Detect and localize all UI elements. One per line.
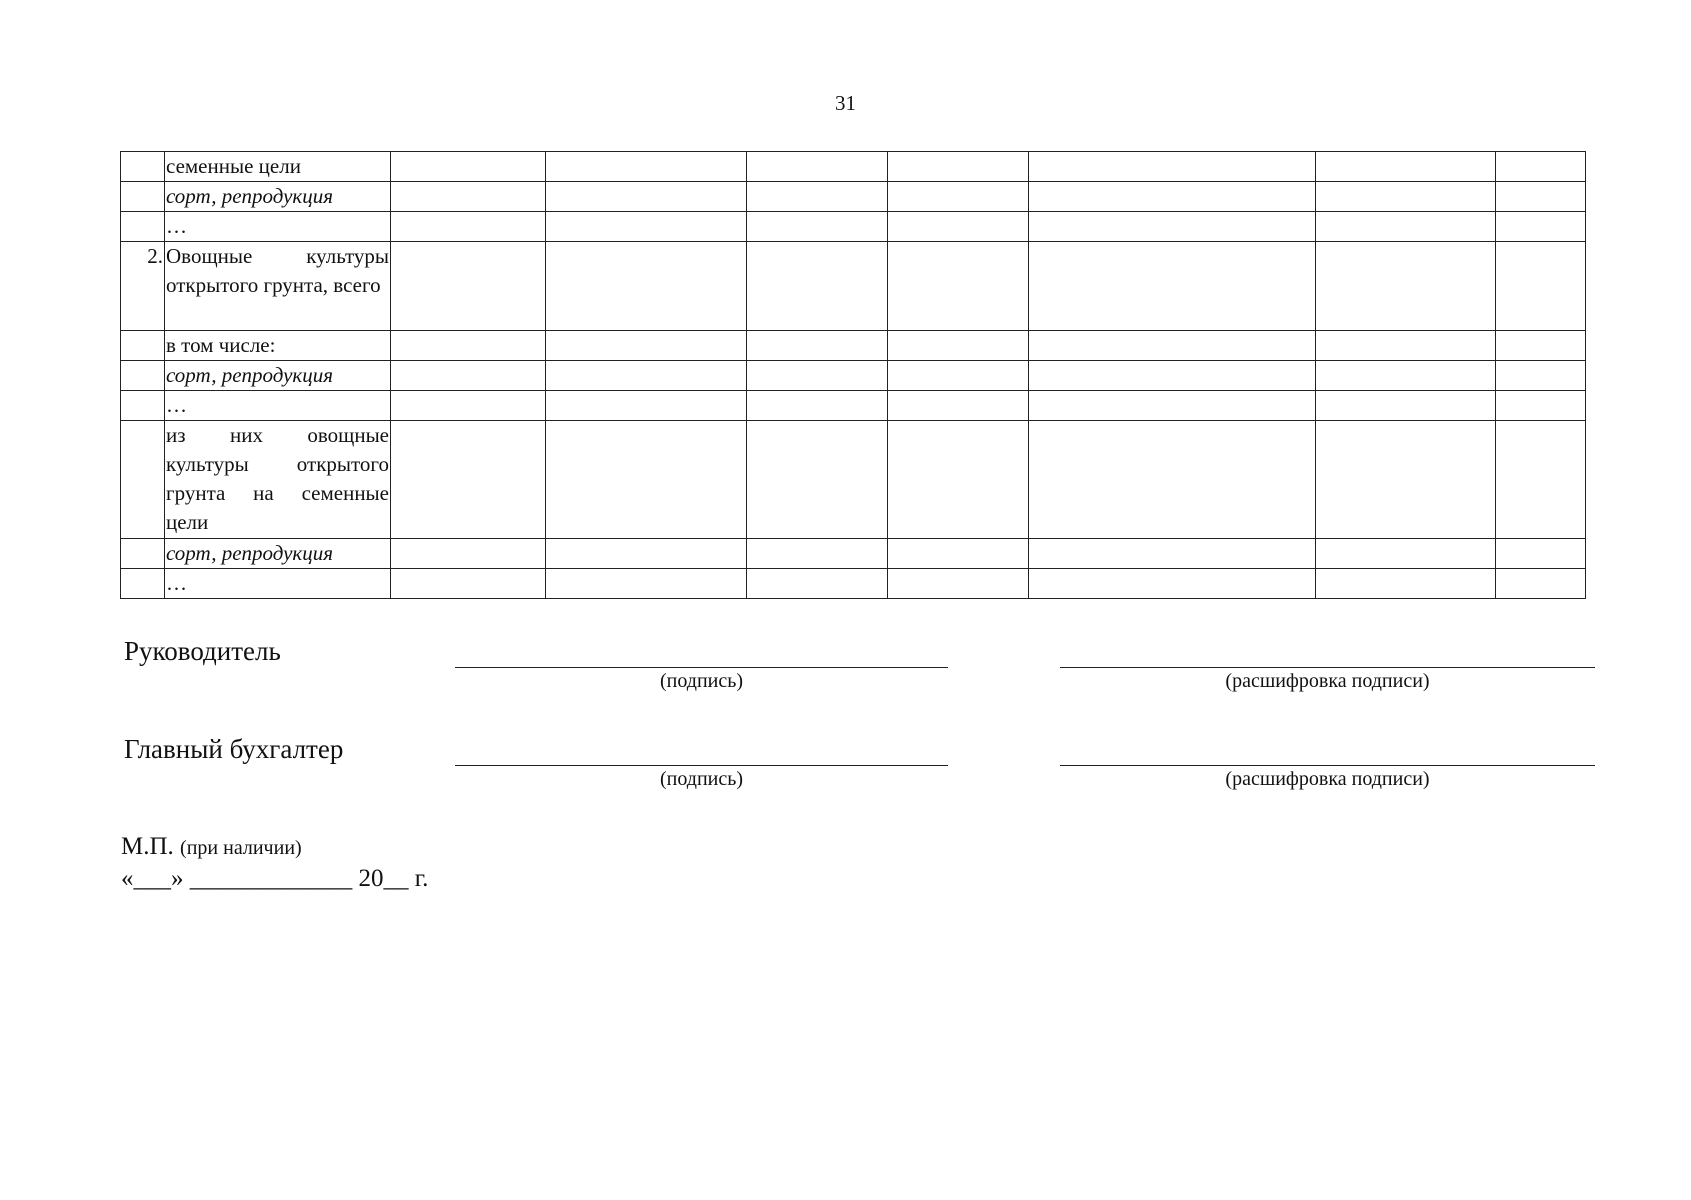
data-cell[interactable] — [391, 391, 546, 421]
accountant-decoding-line[interactable] — [1060, 765, 1595, 766]
data-cell[interactable] — [391, 539, 546, 569]
data-cell[interactable] — [1316, 152, 1496, 182]
row-name-cell: … — [165, 212, 391, 242]
data-cell[interactable] — [747, 421, 888, 539]
data-cell[interactable] — [546, 539, 747, 569]
data-cell[interactable] — [1496, 421, 1586, 539]
table-row — [121, 569, 1586, 599]
data-cell[interactable] — [747, 212, 888, 242]
data-cell[interactable] — [888, 391, 1029, 421]
data-cell[interactable] — [1316, 242, 1496, 331]
data-cell[interactable] — [1316, 361, 1496, 391]
stamp-label: М.П. — [121, 833, 174, 860]
data-cell[interactable] — [888, 361, 1029, 391]
data-cell[interactable] — [747, 539, 888, 569]
data-cell[interactable] — [888, 421, 1029, 539]
table-row — [121, 361, 1586, 391]
data-cell[interactable] — [1316, 182, 1496, 212]
data-cell[interactable] — [546, 242, 747, 331]
data-cell[interactable] — [546, 421, 747, 539]
data-cell[interactable] — [391, 331, 546, 361]
data-cell[interactable] — [747, 331, 888, 361]
data-cell[interactable] — [391, 569, 546, 599]
data-cell[interactable] — [546, 152, 747, 182]
data-cell[interactable] — [1029, 361, 1316, 391]
row-number-cell: 2. — [121, 242, 165, 331]
stamp-place — [121, 833, 302, 861]
accountant-signature-caption: (подпись) — [659, 768, 744, 790]
data-cell[interactable] — [888, 569, 1029, 599]
row-name-cell: в том числе: — [165, 331, 391, 361]
accountant-signatory-label: Главный бухгалтер — [124, 734, 344, 764]
row-name-cell: … — [165, 569, 391, 599]
data-cell[interactable] — [391, 212, 546, 242]
data-cell[interactable] — [1029, 391, 1316, 421]
data-cell[interactable] — [747, 152, 888, 182]
row-name-cell: Овощные культуры открытого грунта, всего — [165, 242, 391, 331]
table-row — [121, 182, 1586, 212]
row-number-cell — [121, 152, 165, 182]
stamp-note: (при наличии) — [180, 837, 302, 859]
data-cell[interactable] — [546, 391, 747, 421]
data-cell[interactable] — [888, 539, 1029, 569]
data-cell[interactable] — [747, 391, 888, 421]
head-signature-line[interactable] — [455, 667, 948, 668]
head-signatory-label: Руководитель — [124, 636, 281, 666]
data-cell[interactable] — [1029, 152, 1316, 182]
table-row — [121, 152, 1586, 182]
data-cell[interactable] — [747, 569, 888, 599]
head-decoding-caption: (расшифровка подписи) — [1225, 670, 1430, 692]
data-cell[interactable] — [1496, 391, 1586, 421]
data-cell[interactable] — [888, 331, 1029, 361]
data-cell[interactable] — [1029, 212, 1316, 242]
data-cell[interactable] — [747, 182, 888, 212]
data-cell[interactable] — [1029, 242, 1316, 331]
data-cell[interactable] — [546, 331, 747, 361]
data-cell[interactable] — [391, 361, 546, 391]
data-cell[interactable] — [1029, 182, 1316, 212]
row-number-cell — [121, 421, 165, 539]
row-name-cell: сорт, репродукция — [165, 361, 391, 391]
data-cell[interactable] — [747, 242, 888, 331]
head-decoding-line[interactable] — [1060, 667, 1595, 668]
data-cell[interactable] — [391, 152, 546, 182]
data-cell[interactable] — [1316, 391, 1496, 421]
data-cell[interactable] — [1029, 569, 1316, 599]
row-number-cell — [121, 539, 165, 569]
data-cell[interactable] — [1029, 331, 1316, 361]
data-cell[interactable] — [888, 212, 1029, 242]
data-cell[interactable] — [546, 212, 747, 242]
data-cell[interactable] — [1496, 242, 1586, 331]
row-name-cell: сорт, репродукция — [165, 539, 391, 569]
data-cell[interactable] — [1316, 539, 1496, 569]
row-number-cell — [121, 331, 165, 361]
row-number-cell — [121, 182, 165, 212]
data-cell[interactable] — [1496, 539, 1586, 569]
data-cell[interactable] — [1316, 331, 1496, 361]
row-number-cell — [121, 391, 165, 421]
table-row — [121, 539, 1586, 569]
row-name-cell: семенные цели — [165, 152, 391, 182]
row-name-cell: из них овощные культуры открытого грунта на семенные цели — [165, 421, 391, 539]
data-cell[interactable] — [747, 361, 888, 391]
table-row — [121, 391, 1586, 421]
data-cell[interactable] — [546, 182, 747, 212]
row-name-cell: … — [165, 391, 391, 421]
data-cell[interactable] — [888, 242, 1029, 331]
data-cell[interactable] — [391, 421, 546, 539]
data-cell[interactable] — [391, 182, 546, 212]
data-cell[interactable] — [888, 182, 1029, 212]
data-cell[interactable] — [1316, 569, 1496, 599]
table-row — [121, 331, 1586, 361]
table-row — [121, 212, 1586, 242]
page-number: 31 — [835, 91, 856, 115]
data-cell[interactable] — [1496, 182, 1586, 212]
data-cell[interactable] — [1029, 421, 1316, 539]
data-cell[interactable] — [888, 152, 1029, 182]
table-row — [121, 421, 1586, 539]
data-cell[interactable] — [1496, 361, 1586, 391]
row-name-cell: сорт, репродукция — [165, 182, 391, 212]
accountant-signature-line[interactable] — [455, 765, 948, 766]
data-cell[interactable] — [1496, 152, 1586, 182]
data-cell[interactable] — [1496, 569, 1586, 599]
row-number-cell — [121, 212, 165, 242]
date-field[interactable]: «___» _____________ 20__ г. — [121, 865, 429, 892]
data-cell[interactable] — [1316, 421, 1496, 539]
data-cell[interactable] — [391, 242, 546, 331]
accountant-decoding-caption: (расшифровка подписи) — [1225, 768, 1430, 790]
table-row — [121, 242, 1586, 331]
data-cell[interactable] — [1496, 331, 1586, 361]
data-cell[interactable] — [1316, 212, 1496, 242]
row-number-cell — [121, 569, 165, 599]
crop-seed-table — [120, 151, 1586, 599]
head-signature-caption: (подпись) — [659, 670, 744, 692]
data-cell[interactable] — [1496, 212, 1586, 242]
data-cell[interactable] — [546, 569, 747, 599]
row-number-cell — [121, 361, 165, 391]
data-cell[interactable] — [1029, 539, 1316, 569]
data-cell[interactable] — [546, 361, 747, 391]
